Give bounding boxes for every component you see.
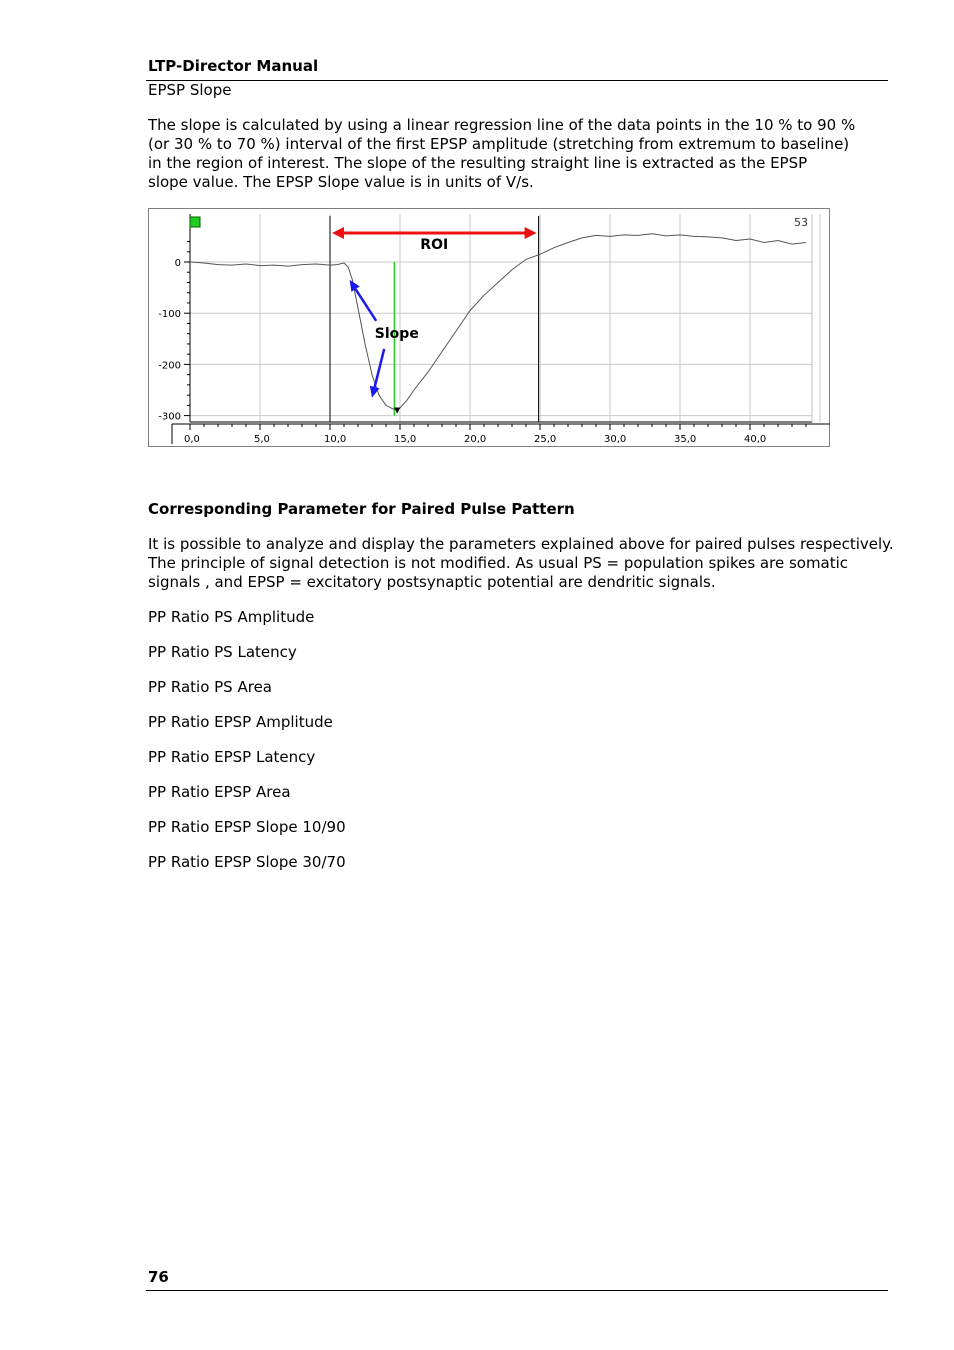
subheading: EPSP Slope: [148, 81, 232, 99]
intro-line: (or 30 % to 70 %) interval of the first EPSP amplitude (stretching from extremum to baseline): [148, 135, 850, 153]
x-tick-label: 35,0: [674, 434, 697, 445]
plot-area: [190, 214, 812, 420]
slope-label: Slope: [374, 325, 419, 342]
parameter-item: PP Ratio PS Area: [148, 678, 272, 696]
manual-title: LTP-Director Manual: [148, 57, 319, 75]
parameter-item: PP Ratio PS Amplitude: [148, 608, 315, 626]
x-tick-label: 5,0: [254, 434, 270, 445]
roi-label: ROI: [420, 237, 449, 253]
section-paragraph: [148, 535, 894, 592]
intro-line: slope value. The EPSP Slope value is in units of V/s.: [148, 173, 534, 191]
section-line: It is possible to analyze and display the parameters explained above for paired pulses respectively.: [148, 535, 894, 553]
trace-number: 53: [794, 216, 808, 229]
header-rule: [146, 80, 888, 81]
parameter-item: PP Ratio EPSP Amplitude: [148, 713, 333, 731]
parameter-item: PP Ratio PS Latency: [148, 643, 297, 661]
intro-line: The slope is calculated by using a linear regression line of the data points in the 10 % to 90 %: [148, 116, 856, 134]
x-tick-label: 25,0: [534, 434, 557, 445]
page-number: 76: [148, 1268, 169, 1286]
epsp-chart: [148, 208, 832, 448]
section-line: The principle of signal detection is not modified. As usual PS = population spikes are somatic: [148, 554, 849, 572]
epsp-slope-figure: [148, 208, 832, 448]
parameter-item: PP Ratio EPSP Latency: [148, 748, 316, 766]
intro-paragraph: [148, 116, 888, 192]
x-tick-label: 10,0: [324, 434, 347, 445]
footer-rule: [146, 1290, 888, 1291]
x-tick-label: 40,0: [744, 434, 767, 445]
y-tick-label: -100: [158, 309, 181, 321]
section-line: signals , and EPSP = excitatory postsynaptic potential are dendritic signals.: [148, 573, 716, 591]
x-tick-label: 30,0: [604, 434, 627, 445]
y-tick-label: -200: [158, 360, 181, 372]
x-tick-label: 0,0: [184, 434, 200, 445]
y-tick-label: -300: [158, 411, 181, 423]
y-tick-label: 0: [174, 258, 181, 269]
intro-line: in the region of interest. The slope of the resulting straight line is extracted as the EPSP: [148, 154, 808, 172]
parameter-item: PP Ratio EPSP Slope 10/90: [148, 818, 346, 836]
green-marker-icon[interactable]: [190, 217, 200, 227]
section-heading: Corresponding Parameter for Paired Pulse Pattern: [148, 500, 575, 518]
x-tick-label: 20,0: [464, 434, 487, 445]
parameter-item: PP Ratio EPSP Slope 30/70: [148, 853, 346, 871]
x-tick-label: 15,0: [394, 434, 417, 445]
parameter-item: PP Ratio EPSP Area: [148, 783, 291, 801]
